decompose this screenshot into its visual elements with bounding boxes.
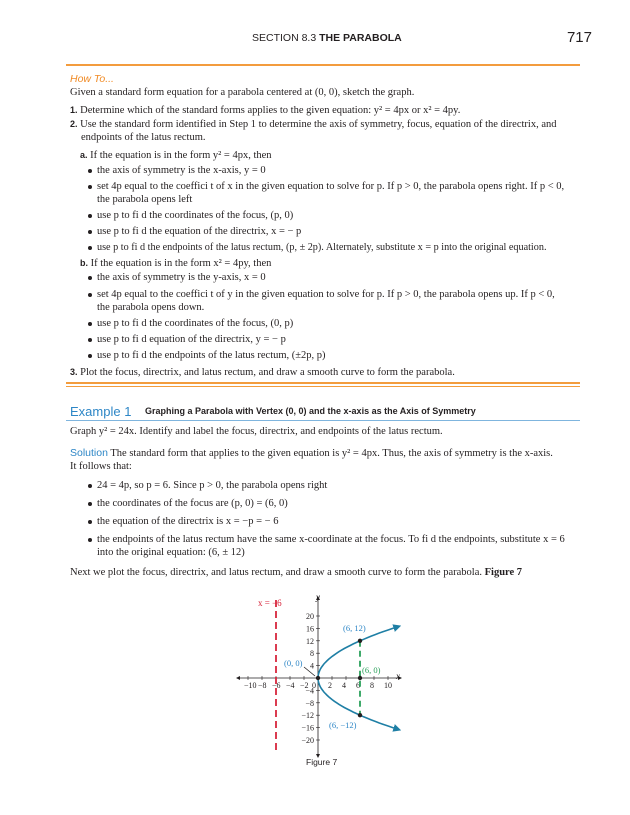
y-tick-label: −20 xyxy=(301,736,314,745)
howto-a-bullet: the axis of symmetry is the x-axis, y = 0 xyxy=(97,165,266,176)
y-tick-label: 4 xyxy=(310,661,314,671)
x-tick-label: −6 xyxy=(272,681,281,690)
y-tick-label: −16 xyxy=(301,723,314,733)
howto-a-bullet: use p to fi d the endpoints of the latus rectum, (p, ± 2p). Alternately, substitute x = p into the original equation. xyxy=(97,242,547,253)
x-tick-label: −4 xyxy=(286,681,295,690)
bottom-endpoint-label: (6, −12) xyxy=(329,720,357,730)
howto-b-bullet: use p to fi d the coordinates of the focus, (0, p) xyxy=(97,318,294,329)
x-tick-label: −8 xyxy=(258,681,267,690)
plotted-point xyxy=(358,639,362,643)
directrix-label: x = −6 xyxy=(258,598,282,608)
solution-label: Solution xyxy=(70,447,108,459)
y-tick-label: −4 xyxy=(305,686,314,696)
howto-sub-b: b. If the equation is in the form x² = 4py, then xyxy=(80,258,272,269)
x-axis-label: x xyxy=(396,671,400,681)
howto-step-1: 1. Determine which of the standard forms applies to the given equation: y² = 4px or x² = 4py. xyxy=(70,105,461,116)
example-prompt: Graph y² = 24x. Identify and label the focus, directrix, and endpoints of the latus rectum. xyxy=(70,426,443,437)
howto-b-bullet: use p to fi d the endpoints of the latus rectum, (±2p, p) xyxy=(97,350,326,361)
solution-bullet-cont: into the original equation: (6, ± 12) xyxy=(97,547,245,558)
howto-sub-a: a. If the equation is in the form y² = 4px, then xyxy=(80,150,272,161)
solution-line-2: It follows that: xyxy=(70,461,132,472)
solution-bullet: the equation of the directrix is x = −p = − 6 xyxy=(97,516,279,527)
y-tick-label: 16 xyxy=(306,624,314,634)
y-axis-label: y xyxy=(316,592,320,602)
solution-line: Solution The standard form that applies to the given equation is y² = 4px. Thus, the axis of symmetry is the x-axis. xyxy=(70,447,553,459)
x-tick-label: 10 xyxy=(384,681,392,690)
x-tick-label: 4 xyxy=(342,681,346,690)
howto-b-bullet: set 4p equal to the coeffici t of y in the given equation to solve for p. If p > 0, the parabola opens up. If p < 0, xyxy=(97,289,555,300)
y-tick-label: 20 xyxy=(306,612,314,621)
howto-b-bullet-cont: the parabola opens down. xyxy=(97,302,205,313)
y-tick-label: 8 xyxy=(310,649,314,659)
solution-bullet: 24 = 4p, so p = 6. Since p > 0, the parabola opens right xyxy=(97,480,328,491)
y-tick-label: −12 xyxy=(301,711,314,721)
howto-a-bullet: use p to fi d the equation of the directrix, x = − p xyxy=(97,226,302,237)
example-title: Graphing a Parabola with Vertex (0, 0) and the x-axis as the Axis of Symmetry xyxy=(145,406,476,416)
x-tick-label: 8 xyxy=(370,681,374,690)
section-title: THE PARABOLA xyxy=(319,32,402,44)
howto-b-bullet: the axis of symmetry is the y-axis, x = 0 xyxy=(97,272,266,283)
figure-caption: Figure 7 xyxy=(306,757,338,767)
solution-bullet: the endpoints of the latus rectum have the same x-coordinate at the focus. To fi d the endpoints, substitute x = 6 xyxy=(97,534,565,545)
howto-b-bullet: use p to fi d equation of the directrix, y = − p xyxy=(97,334,286,345)
x-tick-label: 0 xyxy=(312,681,316,690)
y-tick-label: −8 xyxy=(305,698,314,708)
section-number: SECTION 8.3 xyxy=(252,32,317,44)
vertex-label: (0, 0) xyxy=(284,658,303,668)
howto-intro: Given a standard form equation for a parabola centered at (0, 0), sketch the graph. xyxy=(70,87,415,98)
plotted-point xyxy=(316,676,320,680)
x-tick-label: 2 xyxy=(328,681,332,690)
x-tick-label: −10 xyxy=(244,681,257,690)
solution-bullet: the coordinates of the focus are (p, 0) = (6, 0) xyxy=(97,498,288,509)
plotted-point xyxy=(358,676,362,680)
figure-reference: Figure 7 xyxy=(484,567,523,578)
plotted-point xyxy=(358,713,362,717)
howto-step-2-cont: endpoints of the latus rectum. xyxy=(81,132,206,143)
focus-label: (6, 0) xyxy=(362,665,381,675)
howto-a-bullet: use p to fi d the coordinates of the focus, (p, 0) xyxy=(97,210,294,221)
howto-step-3: 3. Plot the focus, directrix, and latus rectum, and draw a smooth curve to form the parabola. xyxy=(70,367,455,378)
page-number: 717 xyxy=(566,29,592,46)
howto-a-bullet: set 4p equal to the coeffici t of x in the given equation to solve for p. If p > 0, the parabola opens right. If p < 0, xyxy=(97,181,565,192)
top-endpoint-label: (6, 12) xyxy=(343,623,366,633)
y-tick-label: 12 xyxy=(306,636,314,646)
next-paragraph: Next we plot the focus, directrix, and latus rectum, and draw a smooth curve to form the parabola. Figure 7 xyxy=(70,567,523,578)
x-tick-label: −2 xyxy=(300,681,309,690)
howto-label: How To... xyxy=(70,73,114,85)
x-tick-label: 6 xyxy=(356,681,360,690)
example-label: Example 1 xyxy=(70,404,132,419)
howto-step-2: 2. Use the standard form identified in Step 1 to determine the axis of symmetry, focus, equation of the directrix, and xyxy=(70,119,557,130)
howto-a-bullet-cont: the parabola opens left xyxy=(97,194,193,205)
